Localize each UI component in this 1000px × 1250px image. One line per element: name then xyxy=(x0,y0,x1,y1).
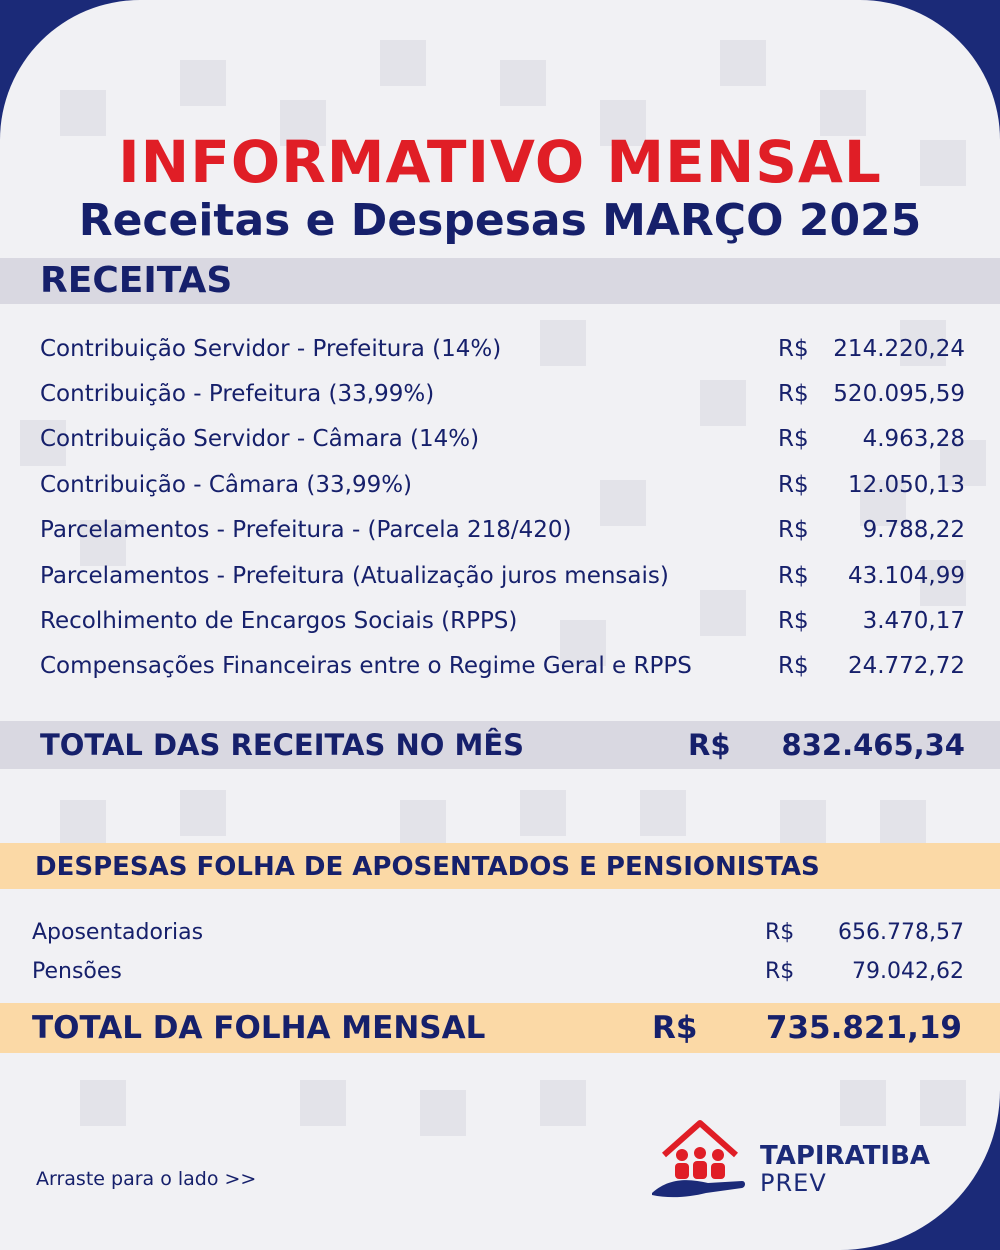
receita-row xyxy=(40,602,965,642)
despesas-section-title: DESPESAS FOLHA DE APOSENTADOS E PENSIONISTAS xyxy=(35,852,820,882)
total-amount: 832.465,34 xyxy=(781,728,965,762)
receita-row xyxy=(40,466,965,506)
row-amount: 12.050,13 xyxy=(847,472,965,498)
row-label: Recolhimento de Encargos Sociais (RPPS) xyxy=(40,608,518,634)
row-currency: R$ xyxy=(778,653,809,679)
receita-row xyxy=(40,420,965,460)
row-label: Contribuição Servidor - Prefeitura (14%) xyxy=(40,336,502,362)
row-currency: R$ xyxy=(778,426,809,452)
row-currency: R$ xyxy=(778,336,809,362)
total-currency: R$ xyxy=(652,1010,698,1046)
receita-row xyxy=(40,375,965,415)
total-amount: 735.821,19 xyxy=(765,1010,962,1046)
page-subtitle: Receitas e Despesas MARÇO 2025 xyxy=(78,195,922,246)
row-amount: 24.772,72 xyxy=(847,653,965,679)
total-label: TOTAL DA FOLHA MENSAL xyxy=(32,1010,486,1046)
row-amount: 214.220,24 xyxy=(833,336,965,362)
despesa-row xyxy=(32,955,964,991)
total-currency: R$ xyxy=(688,728,731,762)
page-title: INFORMATIVO MENSAL xyxy=(118,128,882,196)
despesa-row xyxy=(32,916,964,952)
receita-row xyxy=(40,557,965,597)
row-amount: 656.778,57 xyxy=(838,920,964,945)
row-label: Aposentadorias xyxy=(32,920,204,945)
house-hand-icon xyxy=(650,1115,750,1200)
tapiratiba-prev-logo xyxy=(650,1115,940,1205)
row-currency: R$ xyxy=(778,517,809,543)
row-amount: 9.788,22 xyxy=(862,517,965,543)
row-currency: R$ xyxy=(765,920,795,945)
despesas-total xyxy=(32,1003,962,1053)
receita-row xyxy=(40,511,965,551)
swipe-hint: Arraste para o lado >> xyxy=(36,1168,257,1190)
row-amount: 3.470,17 xyxy=(862,608,965,634)
row-label: Contribuição - Câmara (33,99%) xyxy=(40,472,413,498)
row-label: Compensações Financeiras entre o Regime Geral e RPPS xyxy=(40,653,692,679)
row-label: Parcelamentos - Prefeitura (Atualização juros mensais) xyxy=(40,563,669,589)
receitas-section-title: RECEITAS xyxy=(40,260,233,301)
row-currency: R$ xyxy=(765,959,795,984)
row-label: Parcelamentos - Prefeitura - (Parcela 218/420) xyxy=(40,517,572,543)
row-amount: 4.963,28 xyxy=(862,426,965,452)
row-label: Pensões xyxy=(32,959,122,984)
row-currency: R$ xyxy=(778,563,809,589)
row-amount: 520.095,59 xyxy=(833,381,965,407)
row-amount: 43.104,99 xyxy=(847,563,965,589)
row-currency: R$ xyxy=(778,472,809,498)
row-label: Contribuição Servidor - Câmara (14%) xyxy=(40,426,480,452)
brand-subname: PREV xyxy=(760,1169,827,1197)
row-currency: R$ xyxy=(778,381,809,407)
row-currency: R$ xyxy=(778,608,809,634)
receita-row xyxy=(40,330,965,370)
receita-row xyxy=(40,647,965,687)
row-label: Contribuição - Prefeitura (33,99%) xyxy=(40,381,435,407)
total-label: TOTAL DAS RECEITAS NO MÊS xyxy=(40,728,525,762)
row-amount: 79.042,62 xyxy=(852,959,964,984)
receitas-total xyxy=(40,721,965,769)
brand-name: TAPIRATIBA xyxy=(760,1141,931,1171)
